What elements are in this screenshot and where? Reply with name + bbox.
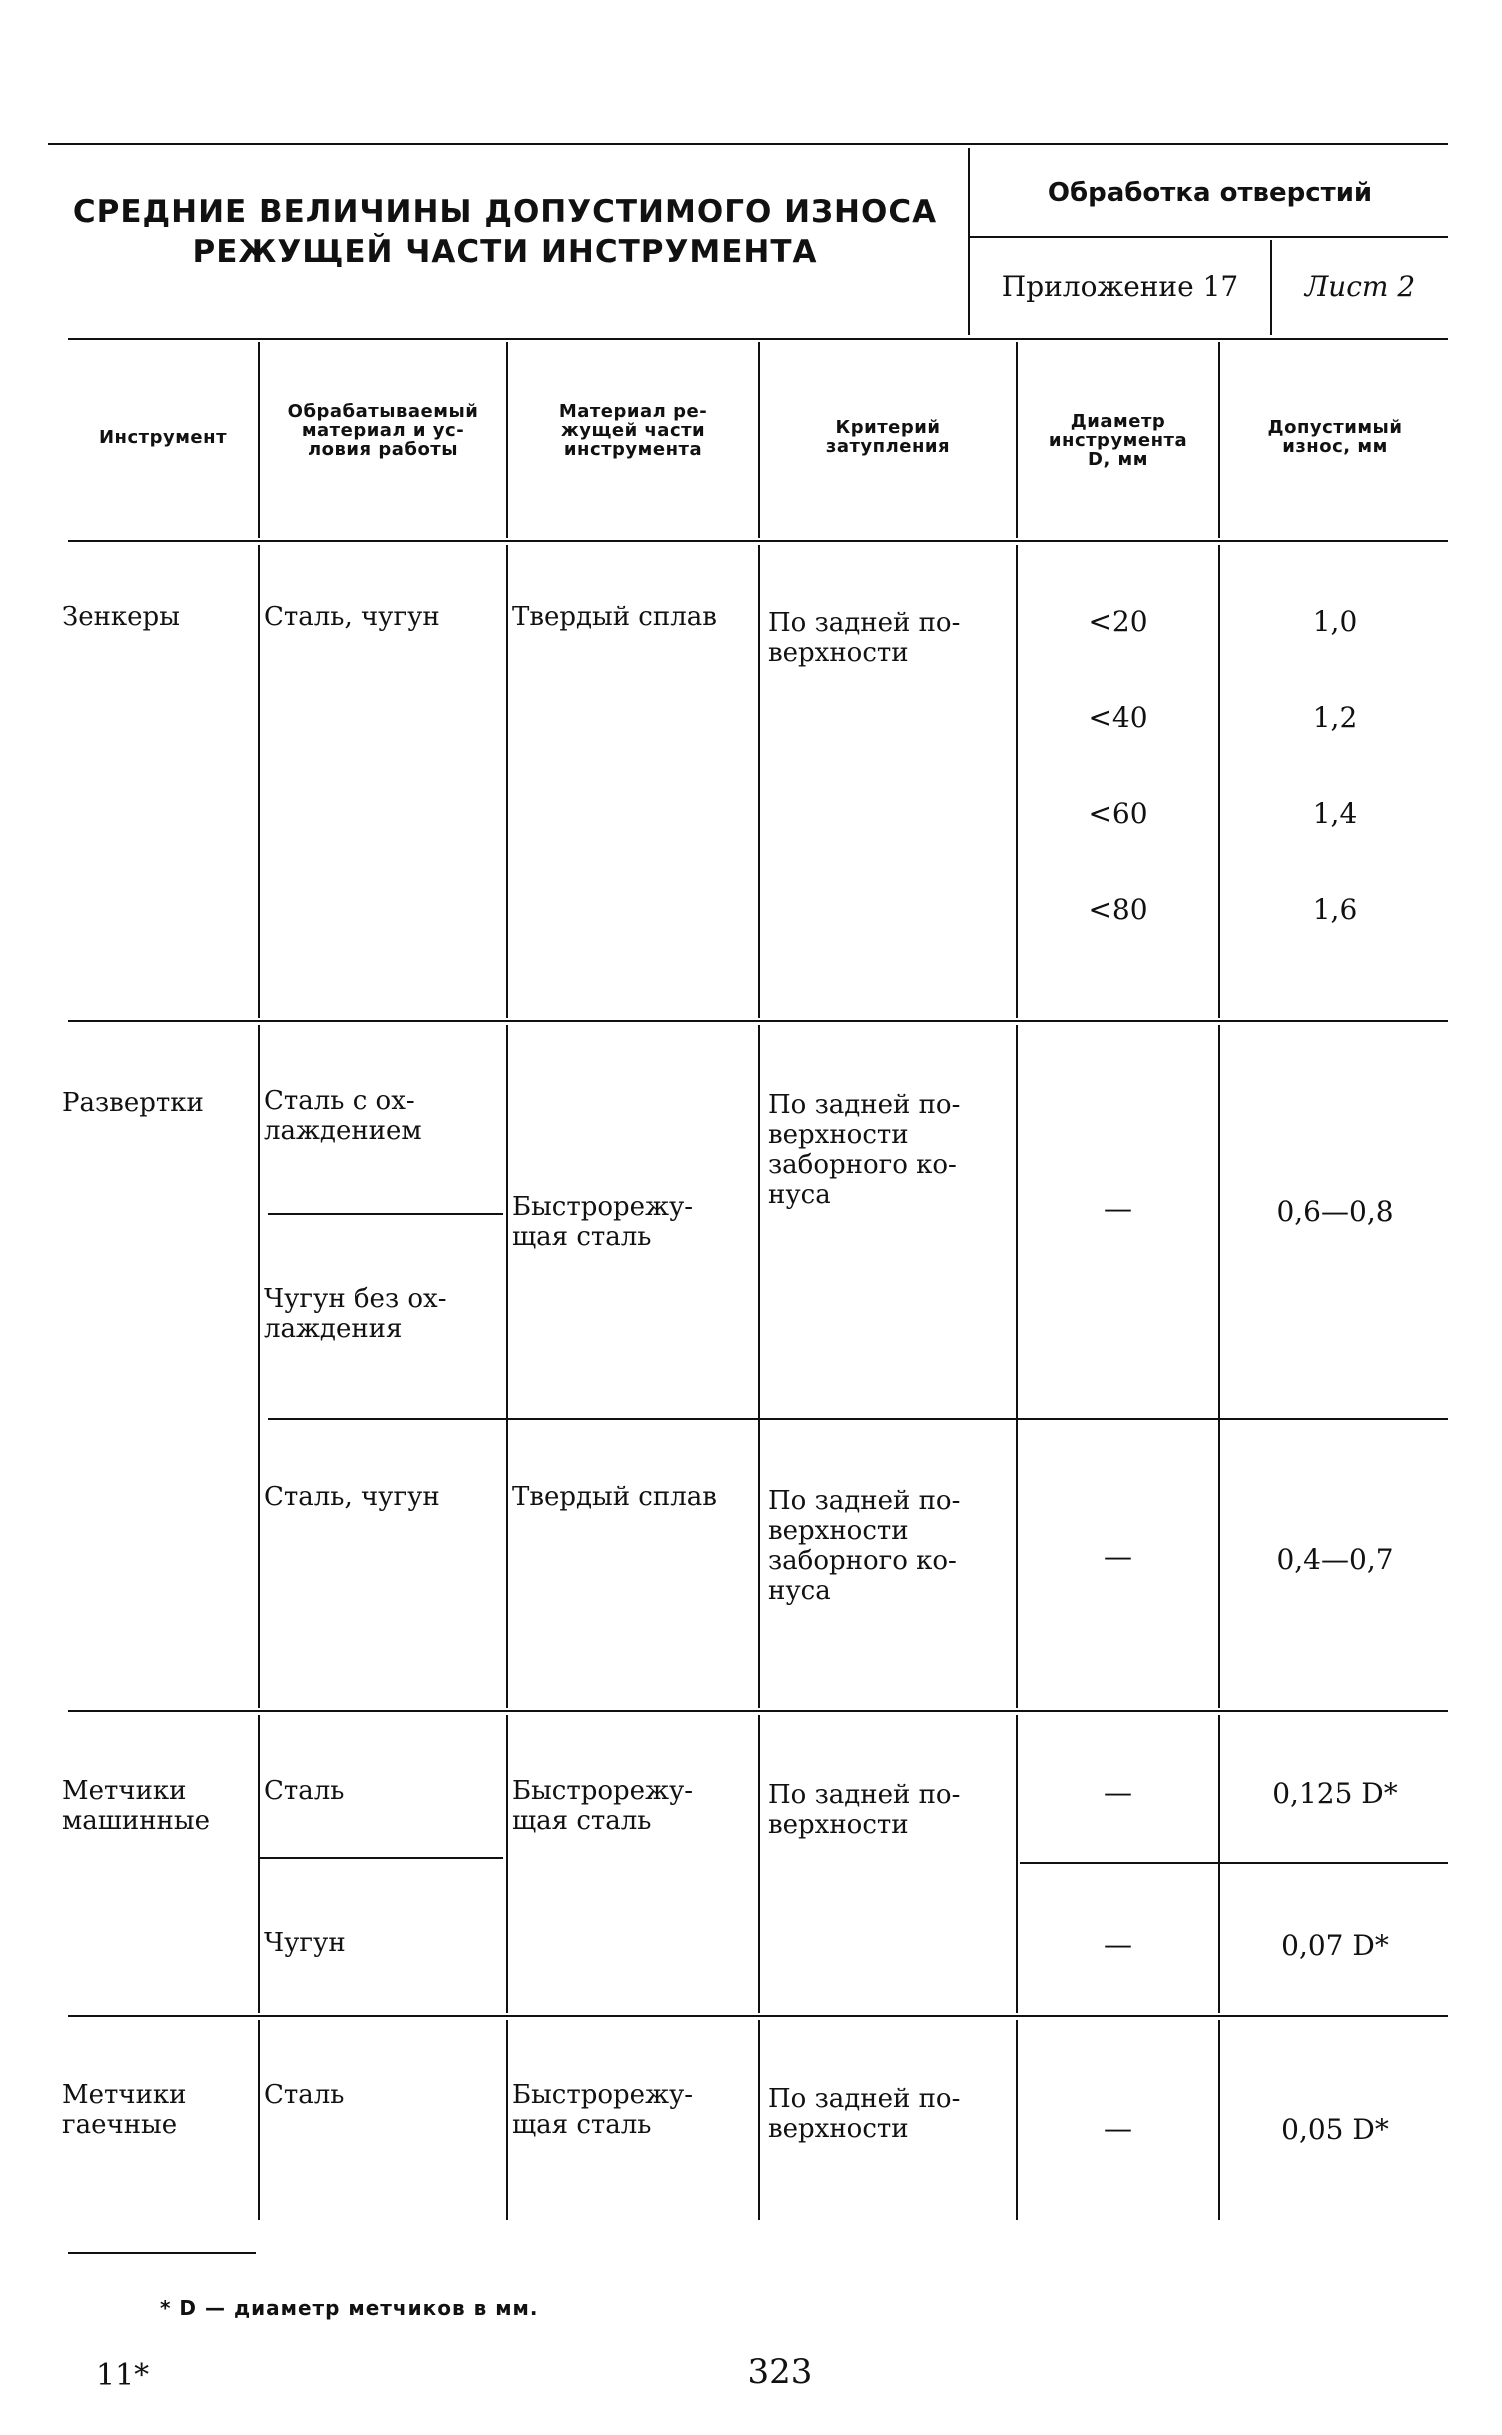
vrule bbox=[758, 342, 760, 538]
razv1-diameter: — bbox=[1104, 1192, 1132, 1225]
vrule bbox=[258, 1715, 260, 2013]
metg-tool: Метчики гаечные bbox=[62, 2080, 187, 2140]
sheet-label: Лист 2 bbox=[1304, 270, 1416, 303]
vrule bbox=[758, 2020, 760, 2220]
zenker-cutting: Твердый сплав bbox=[512, 602, 717, 632]
zenker-w2: 1,2 bbox=[1312, 701, 1358, 734]
rule-wear-metm bbox=[1020, 1862, 1448, 1864]
metg-diameter: — bbox=[1104, 2112, 1132, 2145]
section-label: Обработка отверстий bbox=[1047, 178, 1373, 208]
razv1-wear: 0,6—0,8 bbox=[1276, 1195, 1394, 1228]
metg-cutting: Быстрорежу- щая сталь bbox=[512, 2080, 694, 2140]
zenker-w4: 1,6 bbox=[1312, 893, 1358, 926]
rule-after-metm bbox=[68, 2015, 1448, 2017]
zenker-d2: <40 bbox=[1088, 701, 1148, 734]
metm-wear-b: 0,07 D* bbox=[1281, 1929, 1389, 1962]
vrule bbox=[1218, 1715, 1220, 2013]
metm-diameter-a: — bbox=[1104, 1776, 1132, 1809]
rule-after-razv bbox=[68, 1710, 1448, 1712]
vrule bbox=[1016, 545, 1018, 1018]
sheet-divider bbox=[1270, 240, 1272, 335]
rule-material-metm bbox=[258, 1857, 503, 1859]
vrule bbox=[758, 1025, 760, 1708]
header-divider bbox=[968, 148, 970, 335]
top-rule bbox=[48, 143, 1448, 145]
vrule bbox=[1218, 342, 1220, 538]
signature-mark: 11* bbox=[96, 2358, 150, 2393]
razv1-cutting: Быстрорежу- щая сталь bbox=[512, 1192, 694, 1252]
razv1-material-a: Сталь с ох- лаждением bbox=[264, 1086, 422, 1146]
zenker-w1: 1,0 bbox=[1312, 605, 1358, 638]
vrule bbox=[758, 1715, 760, 2013]
zenker-d3: <60 bbox=[1088, 797, 1148, 830]
title-line-2: РЕЖУЩЕЙ ЧАСТИ ИНСТРУМЕНТА bbox=[192, 234, 818, 270]
razv1-material-b: Чугун без ох- лаждения bbox=[264, 1284, 447, 1344]
table-top-rule bbox=[68, 338, 1448, 340]
vrule bbox=[506, 2020, 508, 2220]
metm-material-b: Чугун bbox=[264, 1928, 346, 1958]
vrule bbox=[1218, 1025, 1220, 1708]
col-header-diameter: Диаметр инструмента D, мм bbox=[1048, 411, 1188, 470]
razv1-criterion: По задней по- верхности заборного ко- нуса bbox=[768, 1090, 961, 1210]
col-header-material: Обрабатываемый материал и ус- ловия работы bbox=[287, 401, 479, 460]
zenker-material: Сталь, чугун bbox=[264, 602, 440, 632]
vrule bbox=[258, 2020, 260, 2220]
vrule bbox=[506, 545, 508, 1018]
metg-criterion: По задней по- верхности bbox=[768, 2084, 961, 2144]
header-bottom-rule bbox=[68, 540, 1448, 542]
page-title bbox=[60, 192, 950, 272]
razv-tool: Развертки bbox=[62, 1088, 204, 1118]
metm-material-a: Сталь bbox=[264, 1776, 345, 1806]
vrule bbox=[258, 1025, 260, 1708]
header-mid-rule bbox=[968, 236, 1448, 238]
col-header-criterion: Критерий затупления bbox=[825, 417, 951, 457]
razv2-cutting: Твердый сплав bbox=[512, 1482, 717, 1512]
vrule bbox=[1016, 1025, 1018, 1708]
rule-after-zenker bbox=[68, 1020, 1448, 1022]
metm-criterion: По задней по- верхности bbox=[768, 1780, 961, 1840]
vrule bbox=[1218, 545, 1220, 1018]
zenker-criterion: По задней по- верхности bbox=[768, 608, 961, 668]
metm-diameter-b: — bbox=[1104, 1928, 1132, 1961]
vrule bbox=[1016, 2020, 1018, 2220]
col-header-tool: Инструмент bbox=[98, 427, 227, 448]
razv2-material: Сталь, чугун bbox=[264, 1482, 440, 1512]
col-header-cutting: Материал ре- жущей части инструмента bbox=[558, 401, 708, 460]
metm-wear-a: 0,125 D* bbox=[1272, 1777, 1398, 1810]
zenker-tool: Зенкеры bbox=[62, 602, 180, 632]
vrule bbox=[758, 545, 760, 1018]
vrule bbox=[1218, 2020, 1220, 2220]
vrule bbox=[506, 1715, 508, 2013]
zenker-d1: <20 bbox=[1088, 605, 1148, 638]
zenker-d4: <80 bbox=[1088, 893, 1148, 926]
metm-tool: Метчики машинные bbox=[62, 1776, 210, 1836]
vrule bbox=[1016, 1715, 1018, 2013]
razv2-wear: 0,4—0,7 bbox=[1276, 1543, 1394, 1576]
razv2-diameter: — bbox=[1104, 1540, 1132, 1573]
page-number: 323 bbox=[747, 2352, 813, 2392]
appendix-label: Приложение 17 bbox=[1001, 270, 1239, 303]
zenker-w3: 1,4 bbox=[1312, 797, 1358, 830]
vrule bbox=[258, 342, 260, 538]
metg-wear: 0,05 D* bbox=[1281, 2113, 1389, 2146]
vrule bbox=[506, 1025, 508, 1708]
metm-cutting: Быстрорежу- щая сталь bbox=[512, 1776, 694, 1836]
rule-razv-split bbox=[268, 1418, 1448, 1420]
vrule bbox=[258, 545, 260, 1018]
footnote-rule bbox=[68, 2252, 256, 2254]
title-line-1: СРЕДНИЕ ВЕЛИЧИНЫ ДОПУСТИМОГО ИЗНОСА bbox=[72, 194, 938, 230]
rule-material-razv1 bbox=[268, 1213, 503, 1215]
vrule bbox=[1016, 342, 1018, 538]
footnote: * D — диаметр метчиков в мм. bbox=[160, 2296, 539, 2320]
metg-material: Сталь bbox=[264, 2080, 345, 2110]
razv2-criterion: По задней по- верхности заборного ко- нуса bbox=[768, 1486, 961, 1606]
col-header-wear: Допустимый износ, мм bbox=[1267, 417, 1403, 457]
vrule bbox=[506, 342, 508, 538]
